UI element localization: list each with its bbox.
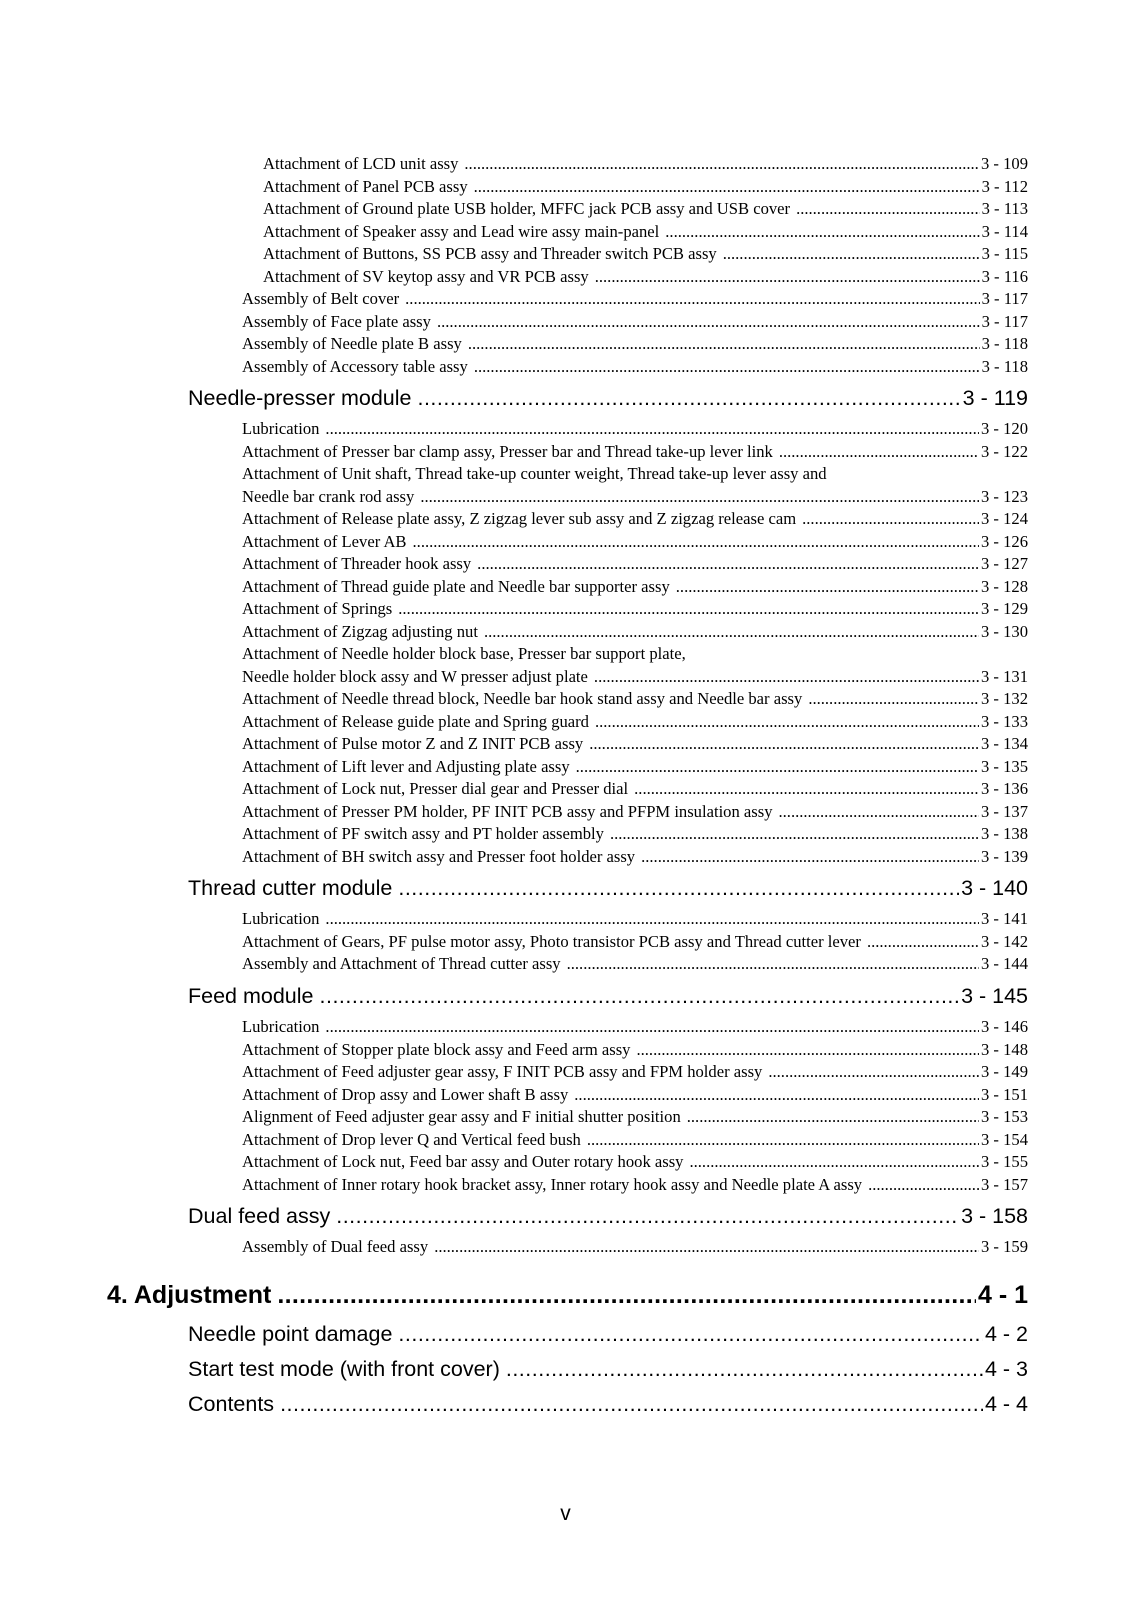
toc-subsection-entry[interactable]: Attachment of Unit shaft, Thread take-up counter weight, Thread take-up lever assy and xyxy=(242,464,827,483)
toc-entry-page: 3 - 133 xyxy=(980,711,1028,731)
toc-dot-leader xyxy=(867,932,979,952)
toc-entry-page: 3 - 112 xyxy=(981,176,1028,196)
toc-entry-title: Attachment of Feed adjuster gear assy, F INIT PCB assy and FPM holder assy xyxy=(242,1062,763,1081)
toc-entry-title: Assembly of Dual feed assy xyxy=(242,1237,429,1256)
toc-entry-title: Dual feed assy xyxy=(188,1204,331,1228)
toc-dot-leader xyxy=(405,289,979,309)
toc-entry-page: 4 - 2 xyxy=(984,1322,1028,1346)
toc-entry-page: 4 - 4 xyxy=(984,1392,1028,1416)
toc-entry-title: Needle-presser module xyxy=(188,386,412,410)
toc-entry-title: Lubrication xyxy=(242,1017,320,1036)
toc-entry-title: Assembly of Belt cover xyxy=(242,289,400,308)
toc-entry-page: 3 - 137 xyxy=(980,801,1028,821)
toc-dot-leader xyxy=(325,909,979,929)
toc-dot-leader xyxy=(398,876,959,901)
toc-entry-title: Attachment of Springs xyxy=(242,599,393,618)
toc-entry-title: Attachment of Needle thread block, Needle bar hook stand assy and Needle bar assy xyxy=(242,689,803,708)
toc-subsection-entry[interactable] xyxy=(242,824,1028,844)
toc-dot-leader xyxy=(594,667,979,687)
toc-dot-leader xyxy=(676,577,979,597)
toc-dot-leader xyxy=(574,1085,979,1105)
toc-dot-leader xyxy=(636,1040,979,1060)
toc-entry-title: Assembly of Face plate assy xyxy=(242,311,431,331)
toc-dot-leader xyxy=(336,1204,959,1229)
toc-section-entry[interactable] xyxy=(188,1392,1028,1417)
toc-subsection-entry[interactable] xyxy=(242,1017,1028,1037)
toc-dot-leader xyxy=(464,154,979,174)
toc-entry-page: 3 - 158 xyxy=(961,1204,1028,1228)
toc-dot-leader xyxy=(802,509,979,529)
toc-subsection-entry[interactable] xyxy=(242,667,1028,687)
toc-dot-leader xyxy=(687,1107,979,1127)
toc-entry-page: 3 - 116 xyxy=(981,266,1028,286)
toc-subsection-entry[interactable] xyxy=(242,1062,1028,1082)
toc-entry-page: 3 - 138 xyxy=(980,824,1028,843)
toc-entry-title: Thread cutter module xyxy=(188,876,393,900)
toc-dot-leader xyxy=(567,954,979,974)
toc-entry-title: Attachment of Zigzag adjusting nut xyxy=(242,621,478,641)
toc-entry-title: Attachment of Gears, PF pulse motor assy, Photo transistor PCB assy and Thread cutter lever xyxy=(242,931,861,951)
toc-dot-leader xyxy=(796,199,980,219)
toc-entry-title: Attachment of Panel PCB assy xyxy=(263,176,468,196)
toc-subsection-entry[interactable] xyxy=(263,222,1028,242)
toc-entry-page: 3 - 118 xyxy=(981,334,1028,353)
toc-section-entry[interactable] xyxy=(188,984,1028,1009)
toc-section-entry[interactable] xyxy=(188,1322,1028,1347)
toc-entry-page: 3 - 120 xyxy=(980,419,1028,438)
toc-entry-title: Attachment of Thread guide plate and Needle bar supporter assy xyxy=(242,576,670,596)
toc-entry-title: Attachment of Drop assy and Lower shaft B assy xyxy=(242,1084,569,1104)
toc-entry-page: 3 - 145 xyxy=(961,984,1028,1008)
toc-entry-title: Needle bar crank rod assy xyxy=(242,486,415,506)
toc-entry-page: 3 - 117 xyxy=(981,311,1028,331)
toc-subsection-entry[interactable] xyxy=(242,779,1028,799)
toc-entry-page: 4 - 1 xyxy=(977,1281,1028,1309)
toc-entry-title: Attachment of Release guide plate and Spring guard xyxy=(242,711,589,731)
toc-entry-title: Attachment of Speaker assy and Lead wire assy main-panel xyxy=(263,221,660,241)
toc-entry-title: Alignment of Feed adjuster gear assy and F initial shutter position xyxy=(242,1107,681,1126)
toc-dot-leader xyxy=(477,554,979,574)
toc-dot-leader xyxy=(398,1322,983,1347)
toc-entry-page: 3 - 123 xyxy=(980,486,1028,506)
toc-dot-leader xyxy=(868,1175,979,1195)
toc-dot-leader xyxy=(768,1062,979,1082)
toc-entry-title: Attachment of Threader hook assy xyxy=(242,554,472,573)
toc-entry-page: 3 - 141 xyxy=(980,909,1028,928)
toc-subsection-entry[interactable] xyxy=(242,909,1028,929)
toc-entry-title: Attachment of Lever AB xyxy=(242,531,407,551)
toc-subsection-entry[interactable] xyxy=(242,289,1028,309)
toc-entry-title: 4. Adjustment xyxy=(107,1281,272,1309)
toc-section-entry[interactable] xyxy=(188,1357,1028,1382)
toc-subsection-entry[interactable] xyxy=(263,267,1028,287)
toc-entry-page: 3 - 130 xyxy=(980,621,1028,641)
toc-entry-page: 3 - 140 xyxy=(961,876,1028,900)
toc-dot-leader xyxy=(474,177,980,197)
toc-dot-leader xyxy=(589,734,979,754)
toc-dot-leader xyxy=(434,1237,979,1257)
toc-dot-leader xyxy=(689,1152,979,1172)
toc-subsection-entry[interactable] xyxy=(242,1152,1028,1172)
toc-subsection-entry[interactable] xyxy=(242,847,1028,867)
toc-dot-leader xyxy=(320,984,960,1009)
toc-entry-page: 3 - 134 xyxy=(980,734,1028,753)
toc-entry-title: Attachment of Lock nut, Presser dial gear and Presser dial xyxy=(242,779,629,798)
toc-entry-page: 3 - 126 xyxy=(980,531,1028,551)
toc-dot-leader xyxy=(474,357,980,377)
toc-subsection-entry[interactable] xyxy=(242,802,1028,822)
toc-dot-leader xyxy=(779,442,979,462)
toc-dot-leader xyxy=(576,757,979,777)
toc-dot-leader xyxy=(325,1017,979,1037)
toc-subsection-entry[interactable] xyxy=(242,622,1028,642)
toc-entry-page: 3 - 155 xyxy=(980,1152,1028,1171)
toc-section-entry[interactable] xyxy=(188,386,1028,411)
toc-entry-page: 3 - 109 xyxy=(980,154,1028,173)
toc-entry-title: Attachment of SV keytop assy and VR PCB assy xyxy=(263,266,589,286)
toc-entry-page: 3 - 119 xyxy=(962,386,1028,410)
toc-entry-title: Attachment of Lift lever and Adjusting plate assy xyxy=(242,756,570,776)
toc-subsection-entry[interactable] xyxy=(263,244,1028,264)
toc-subsection-entry[interactable] xyxy=(242,334,1028,354)
toc-subsection-entry[interactable] xyxy=(242,487,1028,507)
toc-dot-leader xyxy=(665,222,979,242)
toc-subsection-entry[interactable] xyxy=(263,199,1028,219)
toc-entry-title: Attachment of Pulse motor Z and Z INIT PCB assy xyxy=(242,734,584,753)
toc-entry-title: Attachment of BH switch assy and Presser foot holder assy xyxy=(242,846,636,866)
toc-entry-title: Attachment of PF switch assy and PT holder assembly xyxy=(242,824,604,843)
toc-dot-leader xyxy=(280,1392,983,1417)
toc-entry-page: 3 - 117 xyxy=(981,289,1028,308)
toc-entry-page: 3 - 151 xyxy=(980,1084,1028,1104)
toc-dot-leader xyxy=(420,487,979,507)
toc-dot-leader xyxy=(437,312,980,332)
toc-entry-page: 3 - 142 xyxy=(980,931,1028,951)
toc-subsection-entry[interactable] xyxy=(242,734,1028,754)
toc-entry-page: 3 - 154 xyxy=(980,1129,1028,1149)
toc-dot-leader xyxy=(468,334,980,354)
toc-entry-page: 4 - 3 xyxy=(984,1357,1028,1381)
toc-entry-page: 3 - 122 xyxy=(980,441,1028,461)
toc-entry-title: Lubrication xyxy=(242,419,320,438)
toc-subsection-entry[interactable] xyxy=(242,712,1028,732)
toc-subsection-entry[interactable] xyxy=(242,509,1028,529)
toc-entry-page: 3 - 118 xyxy=(981,356,1028,376)
toc-subsection-entry[interactable] xyxy=(242,954,1028,974)
toc-entry-page: 3 - 149 xyxy=(980,1062,1028,1081)
toc-section-entry[interactable] xyxy=(188,876,1028,901)
toc-dot-leader xyxy=(595,712,979,732)
toc-entry-page: 3 - 135 xyxy=(980,756,1028,776)
toc-subsection-entry[interactable] xyxy=(242,532,1028,552)
toc-dot-leader xyxy=(325,419,979,439)
toc-entry-page: 3 - 113 xyxy=(981,199,1028,218)
toc-entry-title: Attachment of Release plate assy, Z zigzag lever sub assy and Z zigzag release cam xyxy=(242,509,797,528)
toc-dot-leader xyxy=(417,386,960,411)
toc-dot-leader xyxy=(641,847,979,867)
toc-dot-leader xyxy=(506,1357,983,1382)
toc-subsection-entry[interactable] xyxy=(242,757,1028,777)
toc-subsection-entry[interactable] xyxy=(242,419,1028,439)
toc-entry-title: Attachment of Ground plate USB holder, MFFC jack PCB assy and USB cover xyxy=(263,199,791,218)
toc-entry-title: Needle point damage xyxy=(188,1322,393,1346)
toc-entry-page: 3 - 128 xyxy=(980,576,1028,596)
toc-subsection-entry[interactable] xyxy=(242,689,1028,709)
toc-entry-page: 3 - 132 xyxy=(980,689,1028,708)
toc-subsection-entry[interactable] xyxy=(242,599,1028,619)
toc-dot-leader xyxy=(277,1281,976,1310)
toc-entry-page: 3 - 153 xyxy=(980,1107,1028,1126)
toc-subsection-entry[interactable] xyxy=(242,554,1028,574)
toc-entry-title: Assembly of Needle plate B assy xyxy=(242,334,462,353)
toc-entry-page: 3 - 131 xyxy=(980,666,1028,686)
toc-dot-leader xyxy=(595,267,980,287)
toc-subsection-entry[interactable] xyxy=(242,1085,1028,1105)
toc-entry-title: Attachment of Stopper plate block assy and Feed arm assy xyxy=(242,1039,631,1059)
toc-entry-page: 3 - 157 xyxy=(980,1174,1028,1194)
toc-subsection-entry[interactable] xyxy=(242,1040,1028,1060)
toc-subsection-entry[interactable] xyxy=(242,312,1028,332)
toc-section-entry[interactable] xyxy=(188,1204,1028,1229)
toc-entry-title: Lubrication xyxy=(242,909,320,928)
toc-entry-page: 3 - 146 xyxy=(980,1017,1028,1036)
toc-dot-leader xyxy=(413,532,979,552)
toc-dot-leader xyxy=(610,824,979,844)
toc-entry-page: 3 - 159 xyxy=(980,1237,1028,1256)
toc-entry-title: Contents xyxy=(188,1392,275,1416)
toc-dot-leader xyxy=(398,599,979,619)
toc-entry-title: Attachment of Drop lever Q and Vertical feed bush xyxy=(242,1129,581,1149)
toc-entry-title: Attachment of Inner rotary hook bracket assy, Inner rotary hook assy and Needle plate A assy xyxy=(242,1174,863,1194)
toc-dot-leader xyxy=(723,244,980,264)
toc-dot-leader xyxy=(587,1130,979,1150)
toc-entry-page: 3 - 127 xyxy=(980,554,1028,573)
toc-entry-page: 3 - 148 xyxy=(980,1039,1028,1059)
toc-entry-title: Feed module xyxy=(188,984,314,1008)
toc-subsection-entry[interactable] xyxy=(242,932,1028,952)
toc-entry-page: 3 - 129 xyxy=(980,599,1028,618)
toc-entry-title: Attachment of Presser PM holder, PF INIT PCB assy and PFPM insulation assy xyxy=(242,801,773,821)
toc-subsection-entry[interactable] xyxy=(242,357,1028,377)
toc-chapter-entry[interactable] xyxy=(107,1281,1028,1310)
toc-subsection-entry[interactable] xyxy=(242,1107,1028,1127)
toc-entry-page: 3 - 115 xyxy=(981,244,1028,263)
toc-entry-title: Needle holder block assy and W presser adjust plate xyxy=(242,666,588,686)
toc-entry-page: 3 - 139 xyxy=(980,846,1028,866)
toc-entry-title: Attachment of Buttons, SS PCB assy and Threader switch PCB assy xyxy=(263,244,717,263)
toc-entry-title: Assembly of Accessory table assy xyxy=(242,356,468,376)
toc-subsection-entry[interactable] xyxy=(242,442,1028,462)
toc-subsection-entry[interactable] xyxy=(242,1130,1028,1150)
toc-subsection-entry[interactable] xyxy=(242,577,1028,597)
toc-dot-leader xyxy=(808,689,979,709)
toc-entry-title: Attachment of Lock nut, Feed bar assy and Outer rotary hook assy xyxy=(242,1152,684,1171)
page-number: v xyxy=(560,1502,571,1525)
toc-dot-leader xyxy=(484,622,979,642)
toc-subsection-entry[interactable] xyxy=(263,177,1028,197)
toc-subsection-entry[interactable]: Attachment of Needle holder block base, Presser bar support plate, xyxy=(242,644,686,663)
toc-dot-leader xyxy=(634,779,979,799)
toc-subsection-entry[interactable] xyxy=(263,154,1028,174)
toc-entry-title: Attachment of LCD unit assy xyxy=(263,154,459,173)
toc-entry-title: Start test mode (with front cover) xyxy=(188,1357,500,1381)
toc-entry-title: Assembly and Attachment of Thread cutter assy xyxy=(242,954,561,973)
toc-entry-page: 3 - 114 xyxy=(981,221,1028,241)
toc-entry-title: Attachment of Presser bar clamp assy, Presser bar and Thread take-up lever link xyxy=(242,441,773,461)
toc-dot-leader xyxy=(779,802,979,822)
toc-entry-page: 3 - 124 xyxy=(980,509,1028,528)
toc-subsection-entry[interactable] xyxy=(242,1237,1028,1257)
toc-entry-page: 3 - 136 xyxy=(980,779,1028,798)
toc-subsection-entry[interactable] xyxy=(242,1175,1028,1195)
toc-entry-page: 3 - 144 xyxy=(980,954,1028,973)
